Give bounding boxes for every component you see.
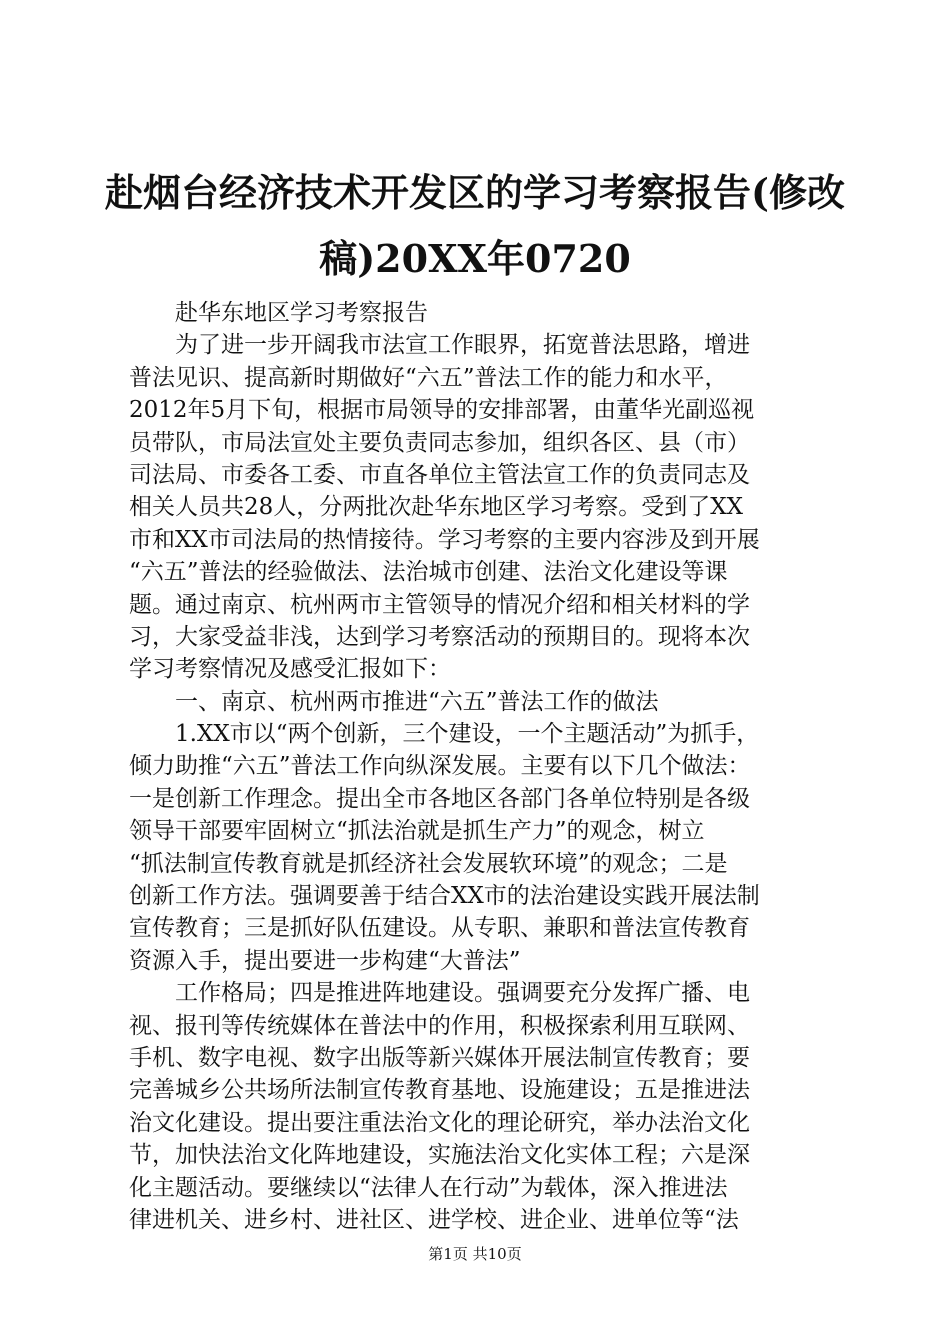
title-line-1: 赴烟台经济技术开发区的学习考察报告(修改	[105, 170, 845, 215]
body-line: 节，加快法治文化阵地建设，实施法治文化实体工程；六是深	[129, 1142, 750, 1169]
document-body	[129, 297, 839, 1236]
body-line: 普法见识、提高新时期做好“六五”普法工作的能力和水平，	[129, 364, 728, 391]
body-line: 相关人员共28人，分两批次赴华东地区学习考察。受到了XX	[129, 494, 744, 521]
body-line: 资源入手，提出要进一步构建“大普法”	[129, 947, 521, 974]
body-line: 习，大家受益非浅，达到学习考察活动的预期目的。现将本次	[129, 623, 750, 650]
body-line: 学习考察情况及感受汇报如下：	[129, 656, 451, 683]
body-line: 工作格局；四是推进阵地建设。强调要充分发挥广播、电	[175, 980, 750, 1007]
body-line: 题。通过南京、杭州两市主管领导的情况介绍和相关材料的学	[129, 591, 750, 618]
body-line: 司法局、市委各工委、市直各单位主管法宣工作的负责同志及	[129, 461, 750, 488]
body-line: 1.XX市以“两个创新，三个建设，一个主题活动”为抓手，	[175, 721, 760, 748]
body-line: 治文化建设。提出要注重法治文化的理论研究，举办法治文化	[129, 1109, 750, 1136]
title-line-2: 稿)20XX年0720	[319, 236, 631, 281]
body-line: 宣传教育；三是抓好队伍建设。从专职、兼职和普法宣传教育	[129, 915, 750, 942]
document-title	[100, 160, 850, 292]
body-line: 领导干部要牢固树立“抓法治就是抓生产力”的观念，树立	[129, 818, 705, 845]
body-line: 手机、数字电视、数字出版等新兴媒体开展法制宣传教育；要	[129, 1044, 750, 1071]
body-line: 为了进一步开阔我市法宣工作眼界，拓宽普法思路，增进	[175, 332, 750, 359]
body-line: “六五”普法的经验做法、法治城市创建、法治文化建设等课	[129, 559, 728, 586]
body-line: 律进机关、进乡村、进社区、进学校、进企业、进单位等“法	[129, 1206, 739, 1233]
body-line: 化主题活动。要继续以“法律人在行动”为载体，深入推进法	[129, 1174, 728, 1201]
body-line: 视、报刊等传统媒体在普法中的作用，积极探索利用互联网、	[129, 1012, 750, 1039]
body-line: 一是创新工作理念。提出全市各地区各部门各单位特别是各级	[129, 785, 750, 812]
body-line: 一、南京、杭州两市推进“六五”普法工作的做法	[175, 688, 659, 715]
body-line: 倾力助推“六五”普法工作向纵深发展。主要有以下几个做法：	[129, 753, 751, 780]
body-line: 赴华东地区学习考察报告	[175, 300, 428, 326]
page-footer: 第1页 共10页	[428, 1245, 522, 1263]
body-line: “抓法制宣传教育就是抓经济社会发展软环境”的观念；二是	[129, 850, 728, 877]
body-line: 员带队，市局法宣处主要负责同志参加，组织各区、县（市）	[129, 429, 750, 456]
body-line: 创新工作方法。强调要善于结合XX市的法治建设实践开展法制	[129, 883, 760, 910]
body-line: 市和XX市司法局的热情接待。学习考察的主要内容涉及到开展	[129, 526, 760, 553]
body-line: 2012年5月下旬，根据市局领导的安排部署，由董华光副巡视	[129, 397, 755, 424]
body-line: 完善城乡公共场所法制宣传教育基地、设施建设；五是推进法	[129, 1077, 750, 1104]
